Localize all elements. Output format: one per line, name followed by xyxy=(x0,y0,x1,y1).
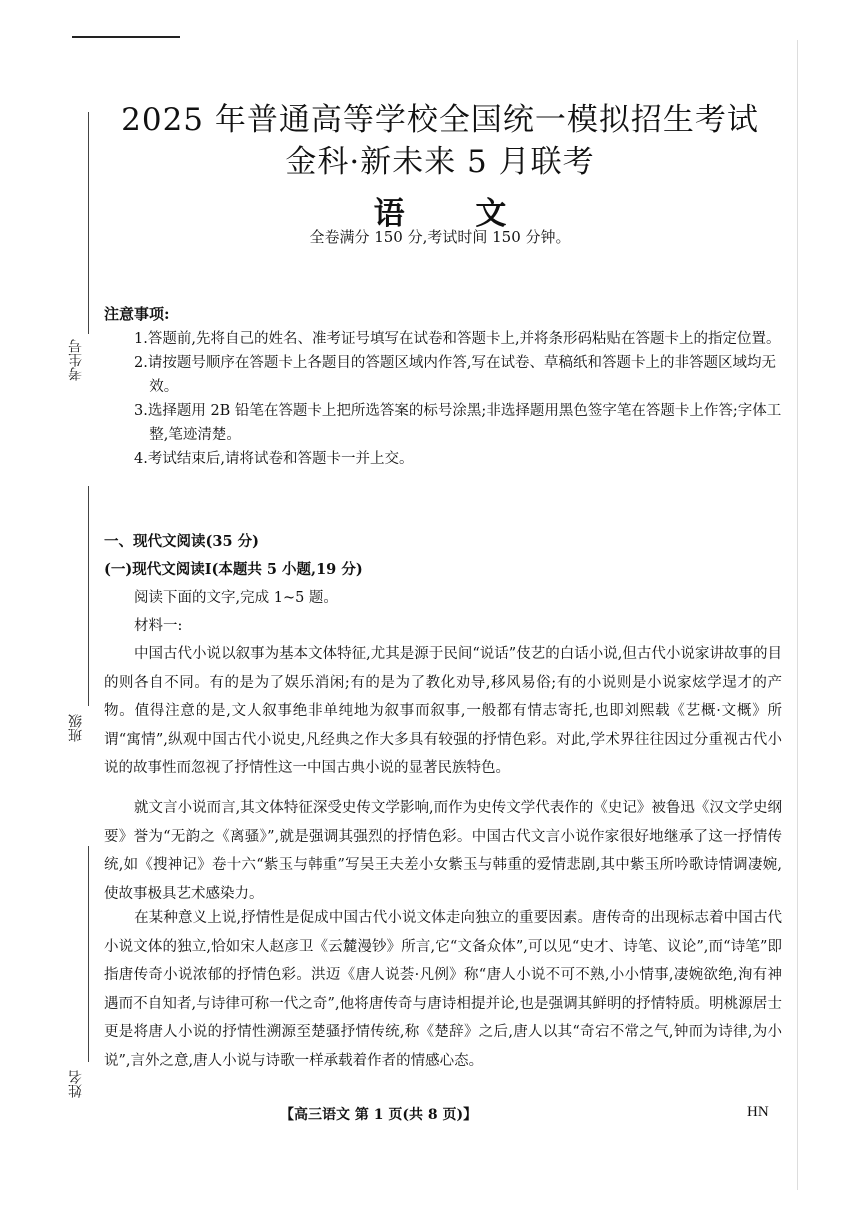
score-info: 全卷满分 150 分,考试时间 150 分钟。 xyxy=(309,228,571,246)
notice-heading: 注意事项: xyxy=(104,305,170,323)
exam-title-line1: 2025 年普通高等学校全国统一模拟招生考试 xyxy=(121,102,759,138)
notice-item: 1.答题前,先将自己的姓名、准考证号填写在试卷和答题卡上,并将条形码粘贴在答题卡上的指定位置。 xyxy=(134,331,781,347)
notice-item: 3.选择题用 2B 铅笔在答题卡上把所选答案的标号涂黑;非选择题用黑色签字笔在答题卡上作答;字体工整,笔迹清楚。 xyxy=(134,403,782,443)
exam-title-line2: 金科·新未来 5 月联考 xyxy=(285,144,595,180)
top-decorative-line xyxy=(72,36,180,38)
region-code: HN xyxy=(747,1104,769,1120)
paragraph-1: 中国古代小说以叙事为基本文体特征,尤其是源于民间“说话”伎艺的白话小说,但古代小说家讲故事的目的则各自不同。有的是为了娱乐消闲;有的是为了教化劝导,移风易俗;有的小说则是小说家炫学逞才的产物。值得注意的是,文人叙事绝非单纯地为叙事而叙事,一般都有情志寄托,也即刘熙载《艺概·文概》所谓“寓情”,纵观中国古代小说史,凡经典之作大多具有较强的抒情色彩。对此,学术界往往因过分重视古代小说的故事性而忽视了抒情性这一中国古典小说的显著民族特色。 xyxy=(104,646,782,776)
instruction: 阅读下面的文字,完成 1~5 题。 xyxy=(134,590,338,606)
notice-list xyxy=(134,327,782,471)
exam-number-label: 考生号 xyxy=(68,339,84,381)
page-footer: 【高三语文 第 1 页(共 8 页)】 xyxy=(280,1107,478,1123)
material-label: 材料一: xyxy=(134,618,183,634)
paragraph-2: 就文言小说而言,其文体特征深受史传文学影响,而作为史传文学代表作的《史记》被鲁迅《汉文学史纲要》誉为“无韵之《离骚》”,就是强调其强烈的抒情色彩。中国古代文言小说作家很好地继承了这一抒情传统,如《搜神记》卷十六“紫玉与韩重”写吴王夫差小女紫玉与韩重的爱情悲剧,其中紫玉所吟歌诗情调凄婉,使故事极具艺术感染力。 xyxy=(104,800,782,902)
notice-item: 4.考试结束后,请将试卷和答题卡一并上交。 xyxy=(134,451,414,467)
paragraph-3: 在某种意义上说,抒情性是促成中国古代小说文体走向独立的重要因素。唐传奇的出现标志着中国古代小说文体的独立,恰如宋人赵彦卫《云麓漫钞》所言,它“文备众体”,可以见“史才、诗笔、议论”,而“诗笔”即指唐传奇小说浓郁的抒情色彩。洪迈《唐人说荟·凡例》称“唐人小说不可不熟,小小情事,凄婉欲绝,洵有神遇而不自知者,与诗律可称一代之奇”,他将唐传奇与唐诗相提并论,也是强调其鲜明的抒情特质。明桃源居士更是将唐人小说的抒情性溯源至楚骚抒情传统,称《楚辞》之后,唐人以其“奇宕不常之气,钟而为诗律,为小说”,言外之意,唐人小说与诗歌一样承载着作者的情感心态。 xyxy=(104,910,782,1069)
notice-item: 2.请按题号顺序在答题卡上各题目的答题区域内作答,写在试卷、草稿纸和答题卡上的非答题区域均无效。 xyxy=(134,355,776,395)
subject-title: 语 文 xyxy=(373,196,507,232)
binding-line-middle xyxy=(88,486,89,706)
class-label: 班级 xyxy=(68,714,84,742)
name-label: 姓名 xyxy=(68,1070,84,1098)
sub-section-title: (一)现代文阅读Ⅰ(本题共 5 小题,19 分) xyxy=(104,561,363,578)
binding-line-top xyxy=(88,112,89,334)
right-margin-line xyxy=(797,40,798,1190)
binding-line-bottom xyxy=(88,846,89,1062)
part-title: 一、现代文阅读(35 分) xyxy=(104,533,259,550)
